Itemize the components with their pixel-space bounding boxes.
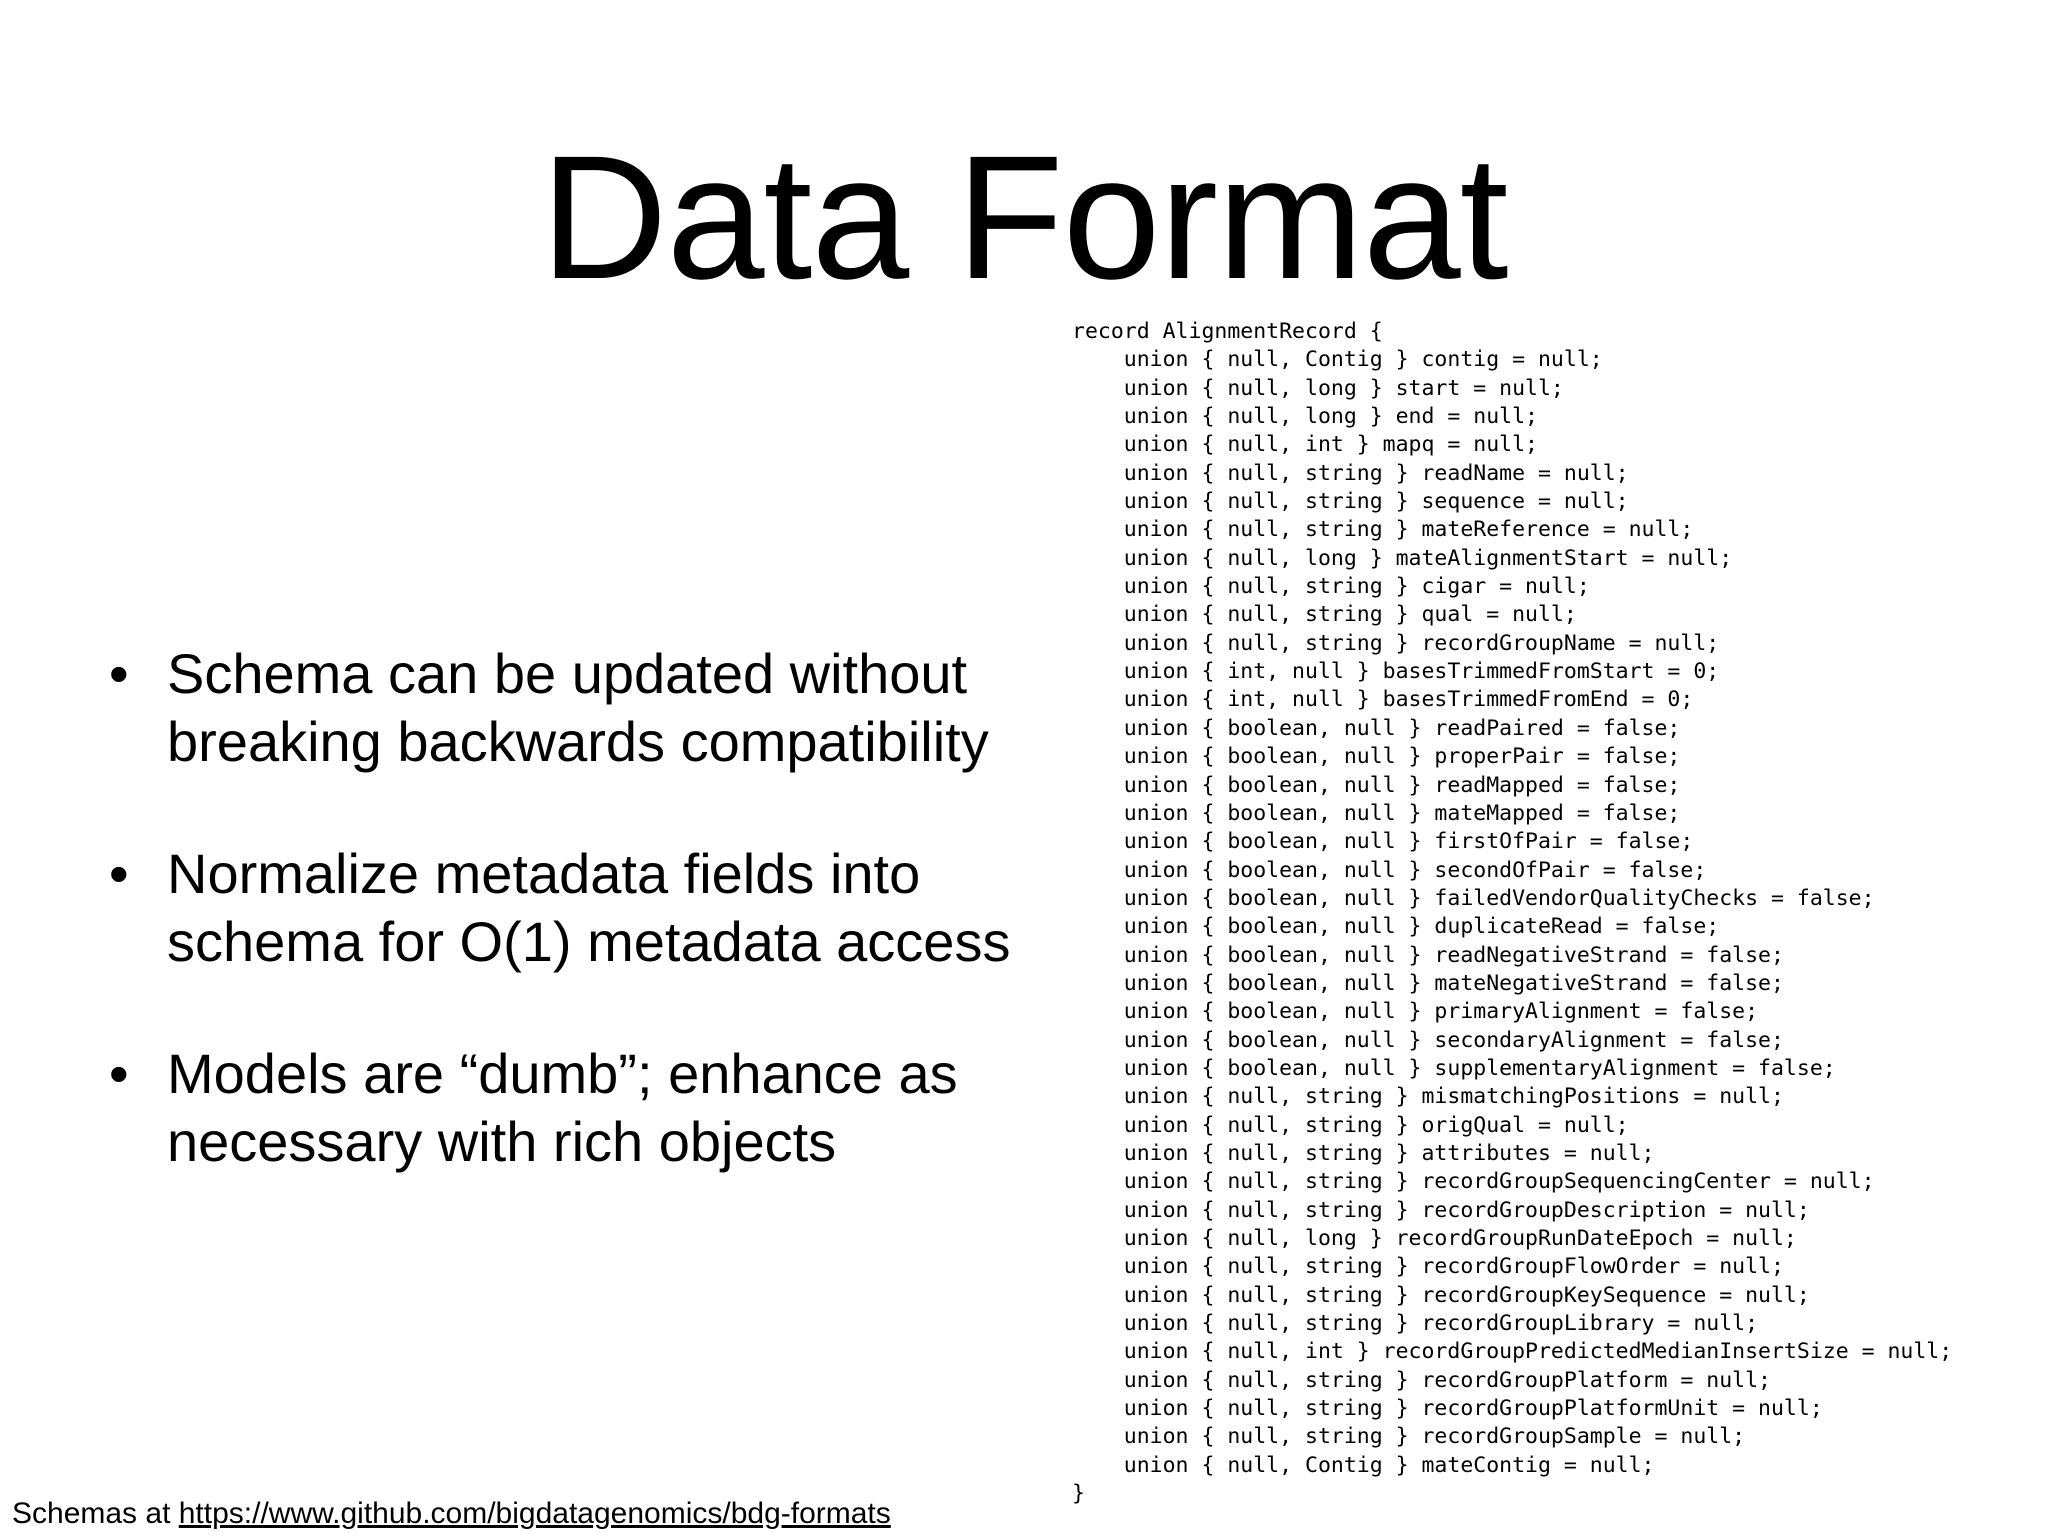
bullet-marker: • <box>109 642 129 705</box>
bullet-line: Models are “dumb”; enhance as <box>167 1042 958 1105</box>
code-line: union { boolean, null } duplicateRead = false; <box>1072 914 1720 940</box>
code-line: union { null, long } mateAlignmentStart = null; <box>1072 545 1733 571</box>
bullet-list <box>105 640 1065 1240</box>
code-line: union { null, int } recordGroupPredictedMedianInsertSize = null; <box>1072 1339 1953 1365</box>
bullet-marker: • <box>109 1042 129 1105</box>
code-line: } <box>1072 1481 1085 1507</box>
code-line: union { null, string } sequence = null; <box>1072 489 1629 515</box>
code-line: union { null, string } recordGroupFlowOrder = null; <box>1072 1254 1784 1280</box>
code-line: union { null, string } recordGroupDescription = null; <box>1072 1197 1810 1223</box>
code-line: union { null, string } attributes = null; <box>1072 1140 1655 1166</box>
bullet-item <box>105 1040 1065 1176</box>
code-line: union { int, null } basesTrimmedFromStart = 0; <box>1072 659 1720 685</box>
code-line: union { boolean, null } secondOfPair = false; <box>1072 857 1707 883</box>
bullet-line: breaking backwards compatibility <box>167 710 989 773</box>
bullet-item <box>105 840 1065 976</box>
code-line: union { null, string } qual = null; <box>1072 602 1577 628</box>
code-line: union { boolean, null } firstOfPair = false; <box>1072 829 1694 855</box>
bdg-formats-link[interactable]: https://www.github.com/bigdatagenomics/bdg-formats <box>178 1497 891 1530</box>
bullet-item <box>105 640 1065 776</box>
footer-note <box>12 1496 891 1532</box>
code-line: union { boolean, null } primaryAlignment = false; <box>1072 999 1759 1025</box>
code-line: union { null, string } recordGroupKeySequence = null; <box>1072 1282 1810 1308</box>
code-line: union { null, string } recordGroupPlatformUnit = null; <box>1072 1396 1823 1422</box>
bullet-line: necessary with rich objects <box>167 1110 837 1173</box>
code-line: union { null, string } recordGroupSample = null; <box>1072 1424 1746 1450</box>
code-line: union { null, string } origQual = null; <box>1072 1112 1629 1138</box>
code-line: union { null, string } recordGroupLibrary = null; <box>1072 1311 1759 1337</box>
code-line: union { boolean, null } readPaired = false; <box>1072 715 1681 741</box>
code-line: union { boolean, null } readNegativeStrand = false; <box>1072 942 1784 968</box>
code-line: union { boolean, null } failedVendorQualityChecks = false; <box>1072 885 1875 911</box>
code-line: union { null, string } cigar = null; <box>1072 574 1590 600</box>
code-line: union { boolean, null } mateMapped = false; <box>1072 800 1681 826</box>
bullet-line: Schema can be updated without <box>167 642 968 705</box>
bullet-marker: • <box>109 842 129 905</box>
code-line: union { null, int } mapq = null; <box>1072 432 1538 458</box>
footer-prefix: Schemas at <box>12 1497 179 1530</box>
slide-title: Data Format <box>540 120 1508 316</box>
code-line: union { null, string } recordGroupPlatform = null; <box>1072 1367 1771 1393</box>
code-line: union { null, long } end = null; <box>1072 404 1538 430</box>
code-line: record AlignmentRecord { <box>1072 319 1383 344</box>
code-line: union { boolean, null } properPair = false; <box>1072 744 1681 770</box>
bullet-line: schema for O(1) metadata access <box>167 910 1011 973</box>
code-line: union { int, null } basesTrimmedFromEnd = 0; <box>1072 687 1694 713</box>
code-line: union { null, string } recordGroupName = null; <box>1072 630 1720 656</box>
code-line: union { null, long } recordGroupRunDateEpoch = null; <box>1072 1226 1797 1251</box>
code-line: union { null, string } mismatchingPositions = null; <box>1072 1084 1784 1110</box>
schema-code-block <box>1072 318 1952 1508</box>
code-line: union { boolean, null } mateNegativeStrand = false; <box>1072 970 1784 996</box>
code-line: union { null, string } mateReference = null; <box>1072 517 1694 543</box>
code-line: union { boolean, null } secondaryAlignment = false; <box>1072 1027 1784 1053</box>
code-line: union { boolean, null } readMapped = false; <box>1072 772 1681 798</box>
code-line: union { boolean, null } supplementaryAlignment = false; <box>1072 1055 1836 1081</box>
code-line: union { null, string } recordGroupSequencingCenter = null; <box>1072 1169 1875 1195</box>
code-line: union { null, long } start = null; <box>1072 375 1564 401</box>
code-line: union { null, string } readName = null; <box>1072 460 1629 486</box>
bullet-line: Normalize metadata fields into <box>167 842 921 905</box>
code-line: union { null, Contig } contig = null; <box>1072 347 1603 373</box>
code-line: union { null, Contig } mateContig = null; <box>1072 1452 1655 1478</box>
